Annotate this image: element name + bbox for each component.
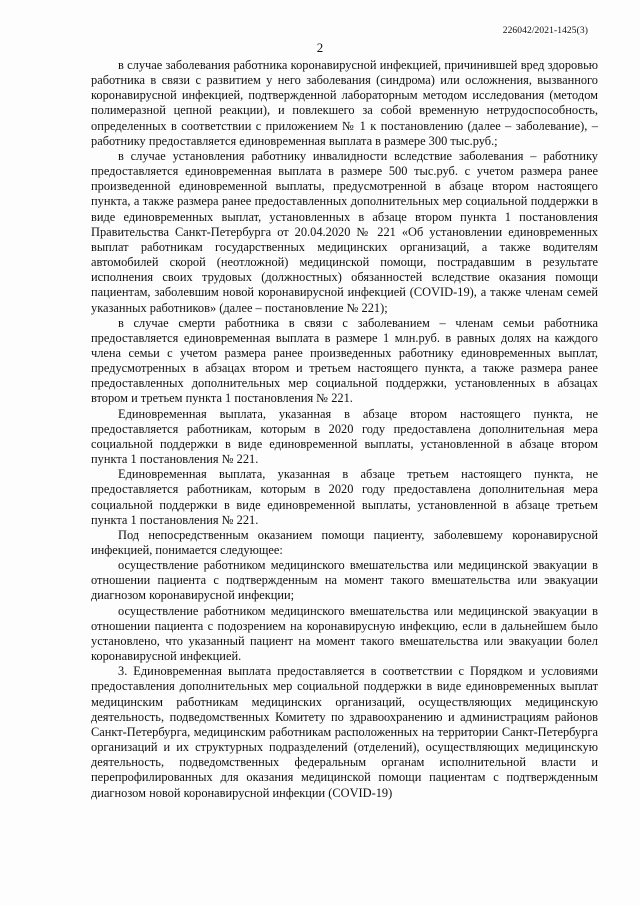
page-number: 2 <box>316 40 324 55</box>
paragraph: в случае заболевания работника коронавирусной инфекцией, причинившей вред здоровью работника в связи с развитием у него заболевания (синдрома) или осложнения, вызванного коронавирусной инфекцией, подтвержденной лабораторным методом исследования (методом полимеразной цепной реакции), и повлекшего за собой временную нетрудоспособность, определенных в соответствии с приложением № 1 к постановлению (далее – заболевание), – работнику предоставляется единовременная выплата в размере 300 тыс.руб.; <box>91 58 598 148</box>
paragraph: Единовременная выплата, указанная в абзаце втором настоящего пункта, не предоставляется работникам, которым в 2020 году предоставлена дополнительная мера социальной поддержки в виде единовременной выплаты, установленной в абзаце втором пункта 1 постановления № 221. <box>91 406 598 467</box>
paragraph: осуществление работником медицинского вмешательства или медицинской эвакуации в отношении пациента с подозрением на коронавирусную инфекцию, если в дальнейшем было установлено, что указанный пациент на момент такого вмешательства или эвакуации болел коронавирусной инфекцией. <box>91 603 598 664</box>
document-id: 226042/2021-1425(3) <box>502 26 588 36</box>
paragraph: в случае установления работнику инвалидности вследствие заболевания – работнику предоставляется единовременная выплата в размере 500 тыс.руб. с учетом размера ранее произведенной единовременной выплаты, предусмотренной в абзаце втором настоящего пункта, а также размера ранее предоставленных дополнительных мер социальной поддержки в виде единовременных выплат, установленных в абзаце втором пункта 1 постановления Правительства Санкт-Петербурга от 20.04.2020 № 221 «Об установлении единовременных выплат работникам государственных медицинских организаций, а также водителям автомобилей скорой (неотложной) медицинской помощи, пострадавшим в результате исполнения своих трудовых (должностных) обязанностей вследствие оказания помощи пациентам, заболевшим новой коронавирусной инфекцией (COVID-19), а также членам семей указанных работников» (далее – постановление № 221); <box>91 148 598 315</box>
paragraph: в случае смерти работника в связи с заболеванием – членам семьи работника предоставляется единовременная выплата в размере 1 млн.руб. в равных долях на каждого члена семьи с учетом размера ранее произведенных работнику единовременных выплат, предусмотренных в абзацах втором и третьем настоящего пункта, а также размера ранее предоставленных дополнительных мер социальной поддержки, установленных в абзацах втором и третьем пункта 1 постановления № 221. <box>91 315 598 406</box>
paragraph: 3. Единовременная выплата предоставляется в соответствии с Порядком и условиями предоставления дополнительных мер социальной поддержки в виде единовременных выплат медицинским работникам медицинских организаций, осуществляющих медицинскую деятельность, подведомственных Комитету по здравоохранению и администрациям районов Санкт-Петербурга, медицинским работникам расположенных на территории Санкт-Петербурга организаций и их структурных подразделений (отделений), осуществляющих медицинскую деятельность, подведомственных федеральным органам исполнительной власти и перепрофилированных для оказания медицинской помощи пациентам с подтвержденным диагнозом новой коронавирусной инфекции (COVID-19) <box>91 664 598 800</box>
paragraph: Единовременная выплата, указанная в абзаце третьем настоящего пункта, не предоставляется работникам, которым в 2020 году предоставлена дополнительная мера социальной поддержки в виде единовременной выплаты, установленной в абзаце третьем пункта 1 постановления № 221. <box>91 467 598 527</box>
paragraph: осуществление работником медицинского вмешательства или медицинской эвакуации в отношении пациента с подтвержденным на момент такого вмешательства или эвакуации диагнозом коронавирусной инфекции; <box>91 558 598 603</box>
document-body <box>91 58 598 801</box>
paragraph: Под непосредственным оказанием помощи пациенту, заболевшему коронавирусной инфекцией, понимается следующее: <box>91 527 598 557</box>
